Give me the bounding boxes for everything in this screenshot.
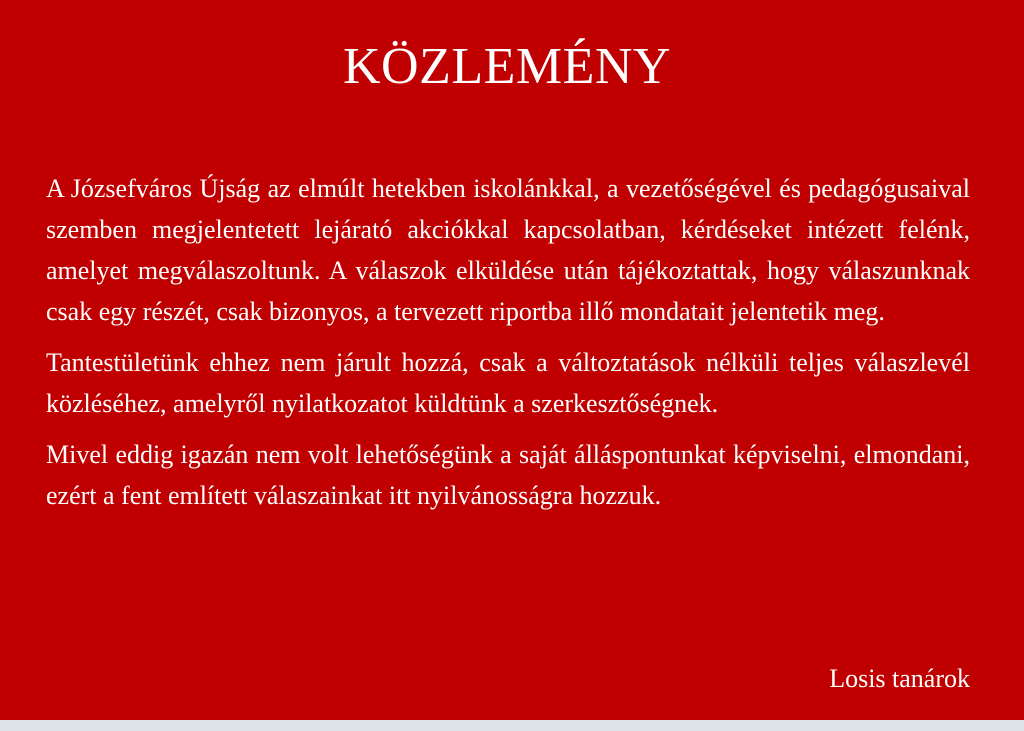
bottom-divider <box>0 720 1024 731</box>
notice-signature: Losis tanárok <box>829 664 970 693</box>
notice-paragraph-1: A Józsefváros Újság az elmúlt hetekben iskolánkkal, a vezetőségével és pedagógusaival szemben megjelentetett lejárató akciókkal kapcsolatban, kérdéseket intézett felénk, amelyet megválaszoltunk. A válaszok elküldése után tájékoztattak, hogy válaszunknak csak egy részét, csak bizonyos, a tervezett riportba illő mondatait jelentetik meg. <box>46 174 970 326</box>
notice-title: KÖZLEMÉNY <box>342 38 671 95</box>
notice-paragraph-2: Tantestületünk ehhez nem járult hozzá, csak a változtatások nélküli teljes válaszlevél közléséhez, amelyről nyilatkozatot küldtünk a szerkesztőségnek. <box>46 348 970 418</box>
notice-body <box>46 168 970 526</box>
notice-paragraph-3: Mivel eddig igazán nem volt lehetőségünk a saját álláspontunkat képviselni, elmondani, ezért a fent említett válaszainkat itt nyilvánosságra hozzuk. <box>46 440 970 510</box>
